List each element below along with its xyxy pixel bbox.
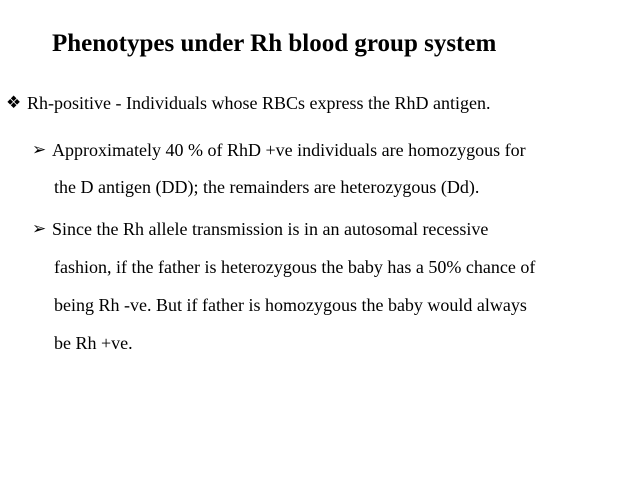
sub-bullet-2-line-3: being Rh -ve. But if father is homozygous the baby would always <box>54 295 527 315</box>
diamond-bullet-icon: ❖ <box>6 93 22 112</box>
sub-bullet-2-line-4: be Rh +ve. <box>54 333 133 353</box>
arrow-bullet-icon: ➢ <box>32 140 47 159</box>
sub-bullet-1-line-2: the D antigen (DD); the remainders are heterozygous (Dd). <box>54 177 480 197</box>
main-bullet-text: Rh-positive - Individuals whose RBCs express the RhD antigen. <box>27 93 491 113</box>
sub-bullet-2-line-2: fashion, if the father is heterozygous the baby has a 50% chance of <box>54 257 536 277</box>
slide-title: Phenotypes under Rh blood group system <box>52 30 497 57</box>
sub-bullet-2 <box>32 217 488 241</box>
sub-bullet-2-line-1: Since the Rh allele transmission is in an autosomal recessive <box>52 219 489 239</box>
main-bullet <box>6 91 490 115</box>
sub-bullet-1 <box>32 138 526 162</box>
arrow-bullet-icon: ➢ <box>32 219 47 238</box>
sub-bullet-1-line-1: Approximately 40 % of RhD +ve individuals are homozygous for <box>52 140 526 160</box>
